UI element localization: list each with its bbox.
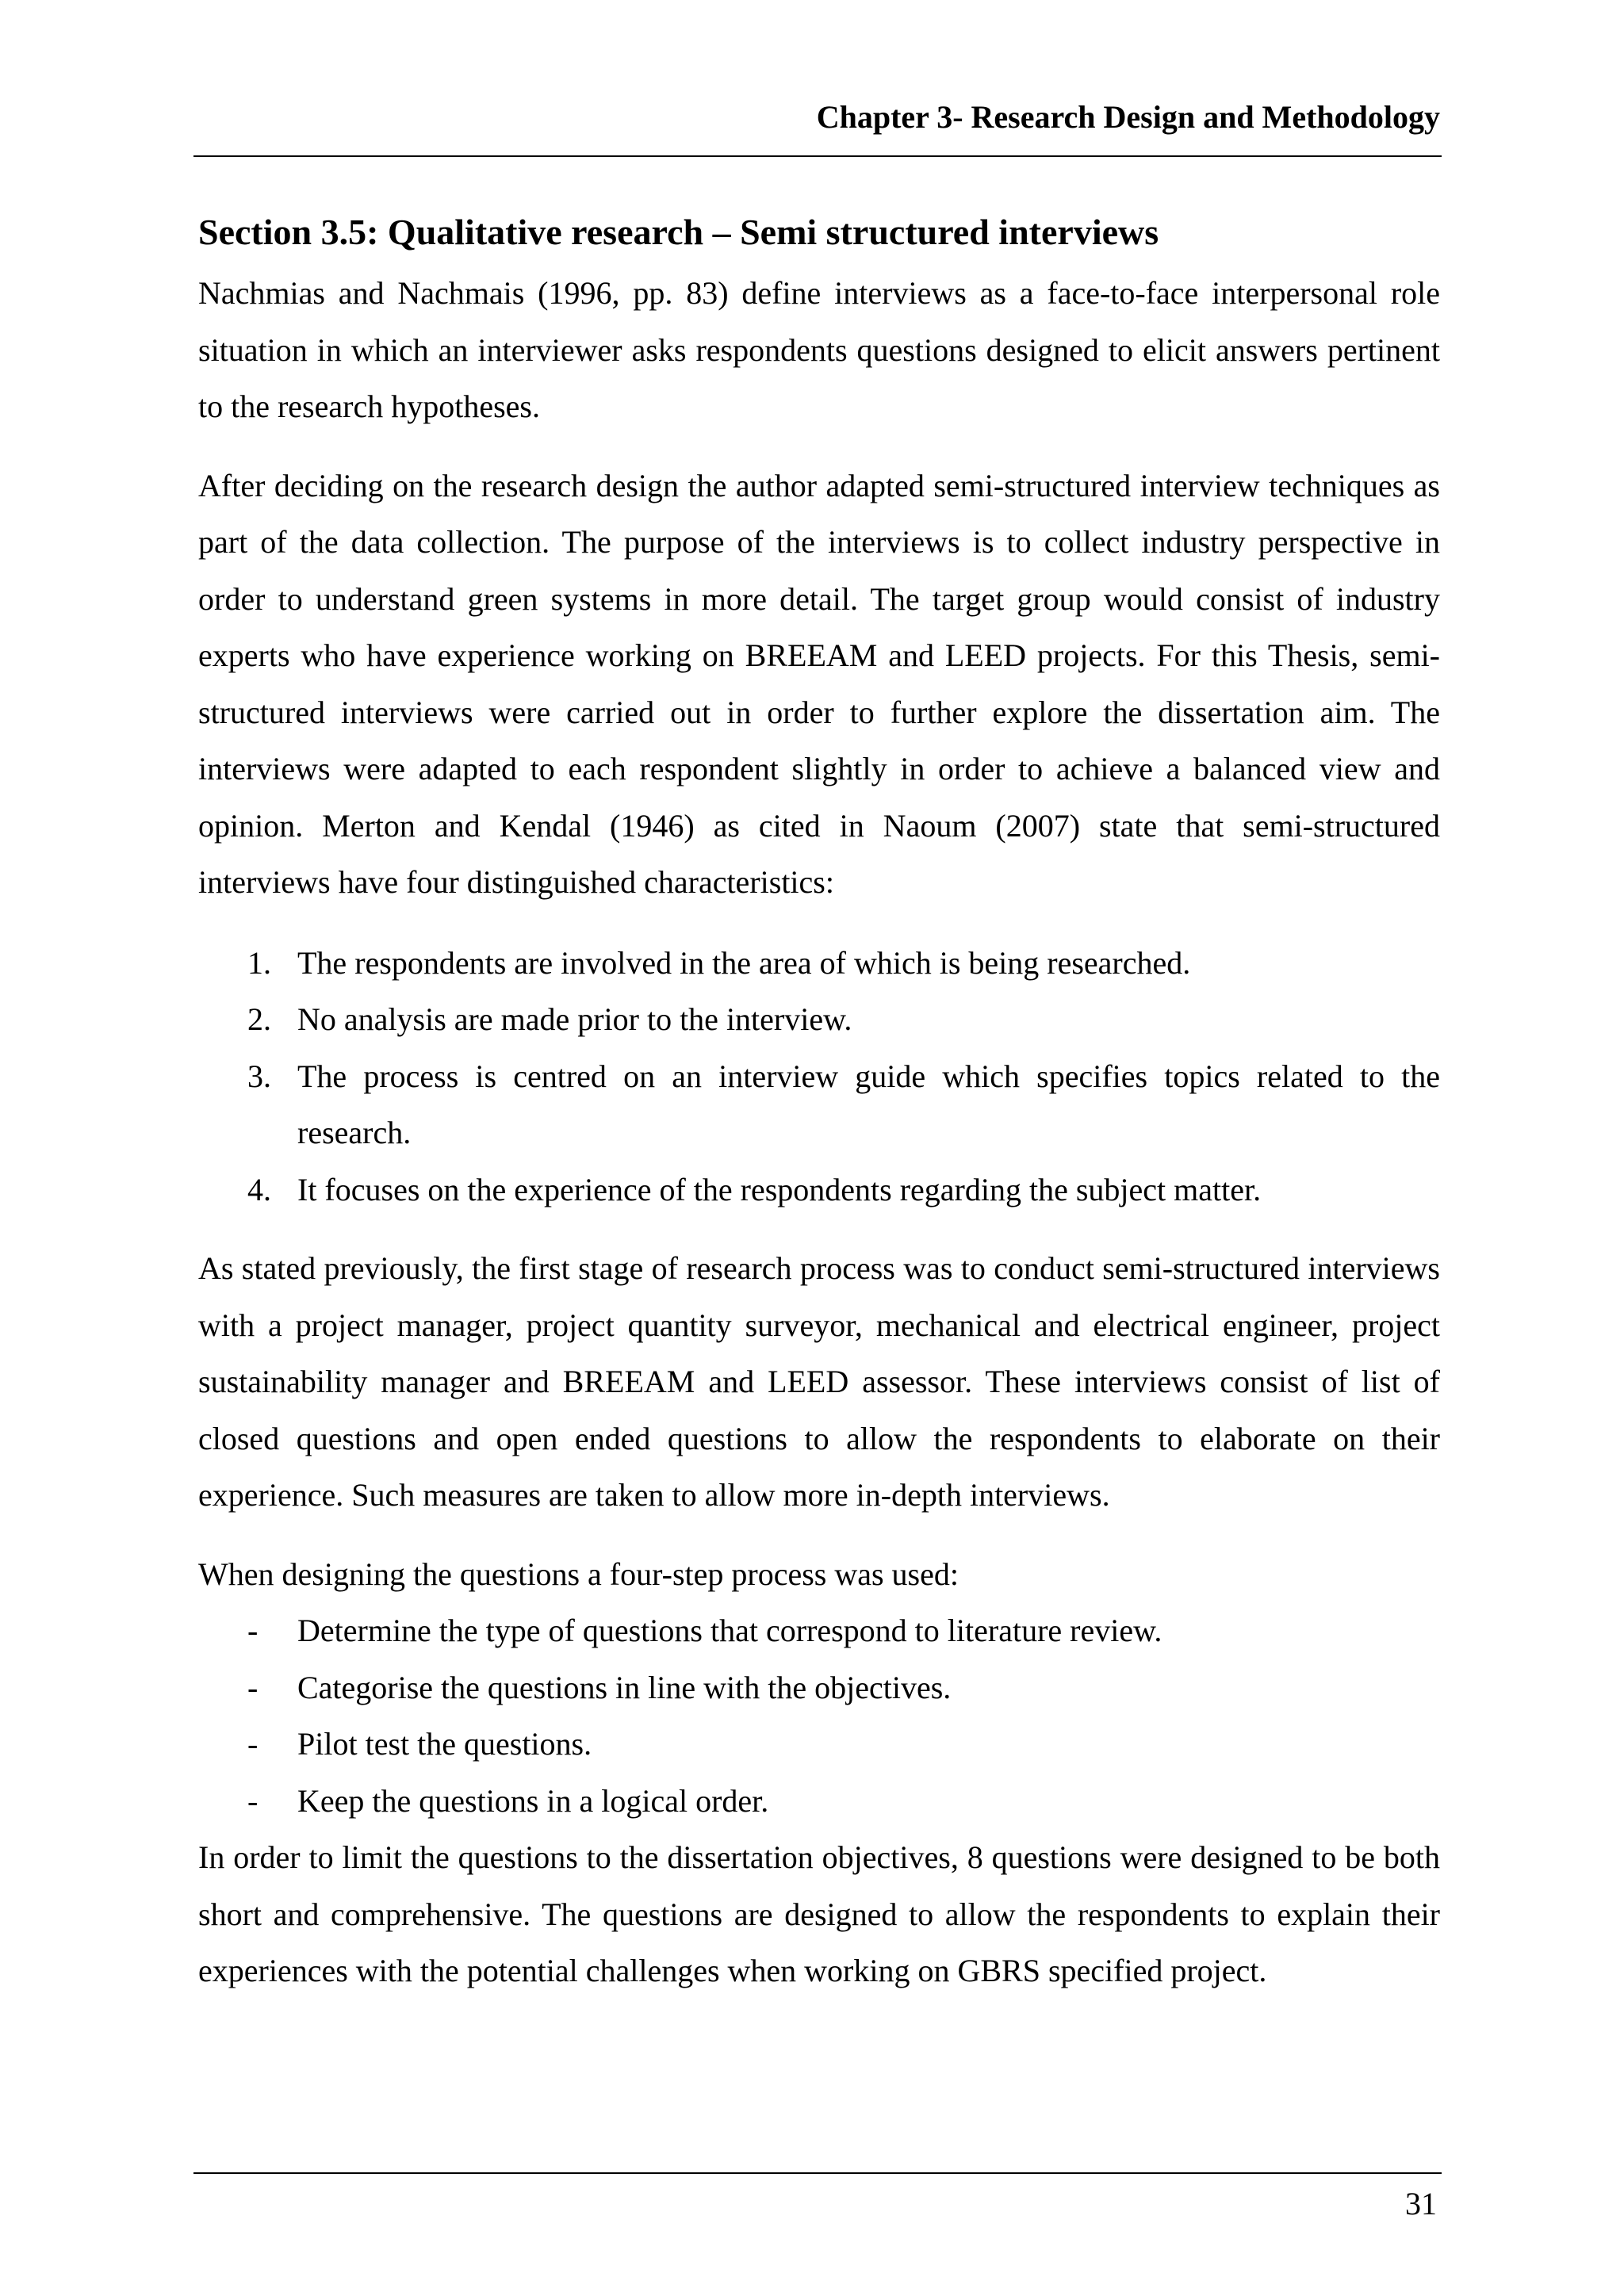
paragraph-question-design: In order to limit the questions to the dissertation objectives, 8 questions were designed to be both short and comprehensive. The questions are designed to allow the respondents to explain their experiences with the potential challenges when working on GBRS specified project. <box>198 1839 1440 1988</box>
header-rule <box>193 155 1442 157</box>
list-item <box>198 1659 1440 1716</box>
list-item <box>198 1161 1440 1219</box>
list-number: 4. <box>247 1171 271 1207</box>
list-item-text: Pilot test the questions. <box>297 1726 592 1762</box>
dash-marker: - <box>247 1782 259 1819</box>
list-item-text: No analysis are made prior to the interview. <box>297 1001 852 1037</box>
list-item-text: Determine the type of questions that correspond to literature review. <box>297 1613 1162 1648</box>
steps-list <box>198 1602 1440 1829</box>
list-item-text: The respondents are involved in the area of which is being researched. <box>297 944 1191 981</box>
list-item-text: Categorise the questions in line with the objectives. <box>297 1669 952 1705</box>
list-item <box>198 991 1440 1048</box>
list-number: 1. <box>247 944 271 981</box>
list-item <box>198 1602 1440 1659</box>
list-item <box>198 1048 1440 1161</box>
list-number: 2. <box>247 1001 271 1037</box>
dash-marker: - <box>247 1613 259 1648</box>
footer-rule <box>193 2172 1442 2174</box>
running-header: Chapter 3- Research Design and Methodology <box>816 99 1440 135</box>
dash-marker: - <box>247 1669 259 1705</box>
characteristics-list <box>198 935 1440 1219</box>
list-item <box>198 1716 1440 1773</box>
page-content <box>198 187 1440 1999</box>
page-number: 31 <box>1405 2186 1437 2221</box>
list-item-text: The process is centred on an interview guide which specifies topics related to the research. <box>297 1058 1440 1150</box>
section-title: Section 3.5: Qualitative research – Semi structured interviews <box>198 212 1159 252</box>
paragraph-research-design: After deciding on the research design the author adapted semi-structured interview techniques as part of the data collection. The purpose of the interviews is to collect industry perspective in order to understand green systems in more detail. The target group would consist of industry experts who have experience working on BREEAM and LEED projects. For this Thesis, semi-structured interviews were carried out in order to further explore the dissertation aim. The interviews were adapted to each respondent slightly in order to achieve a balanced view and opinion. Merton and Kendal (1946) as cited in Naoum (2007) state that semi-structured interviews have four distinguished characteristics: <box>198 467 1440 900</box>
dash-marker: - <box>247 1726 259 1762</box>
list-number: 3. <box>247 1058 271 1094</box>
list-item <box>198 935 1440 992</box>
list-item-text: It focuses on the experience of the respondents regarding the subject matter. <box>297 1171 1262 1207</box>
paragraph-four-step-intro: When designing the questions a four-step process was used: <box>198 1556 959 1592</box>
paragraph-first-stage: As stated previously, the first stage of research process was to conduct semi-structured interviews with a project manager, project quantity surveyor, mechanical and electrical engineer, project sustainability manager and BREEAM and LEED assessor. These interviews consist of list of closed questions and open ended questions to allow the respondents to elaborate on their experience. Such measures are taken to allow more in-depth interviews. <box>198 1250 1440 1513</box>
list-item-text: Keep the questions in a logical order. <box>297 1782 769 1819</box>
list-item <box>198 1773 1440 1830</box>
paragraph-interview-definition: Nachmias and Nachmais (1996, pp. 83) define interviews as a face-to-face interpersonal role situation in which an interviewer asks respondents questions designed to elicit answers pertinent to the research hypotheses. <box>198 275 1440 424</box>
